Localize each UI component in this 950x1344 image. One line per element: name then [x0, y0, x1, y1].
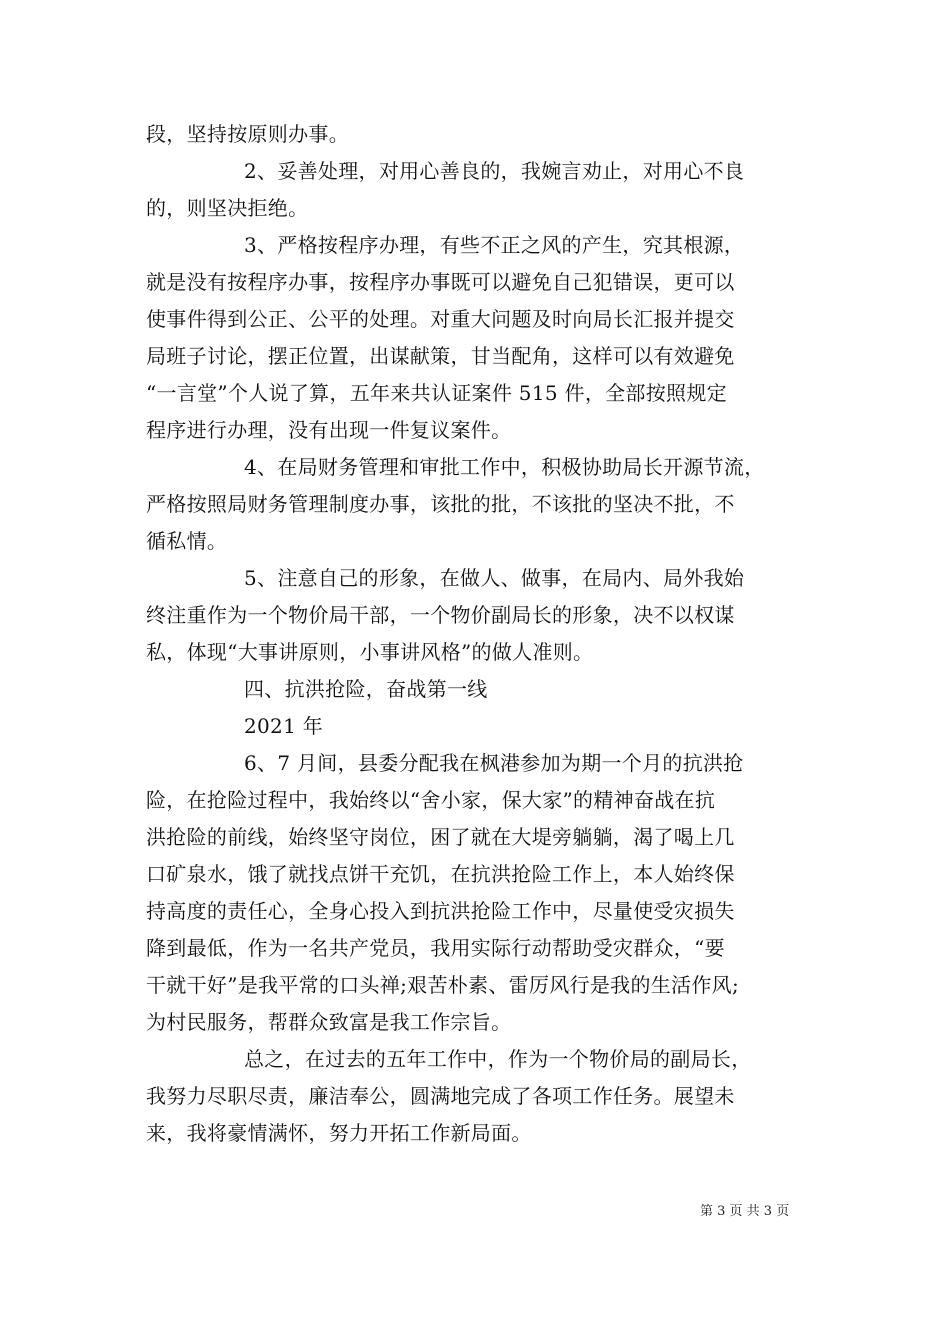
text-line: 2021 年	[244, 714, 324, 738]
text-line: 为村民服务，帮群众致富是我工作宗旨。	[146, 1010, 512, 1034]
text-line: 来，我将豪情满怀，努力开拓工作新局面。	[146, 1121, 532, 1145]
text-line: 的，则坚决拒绝。	[146, 196, 309, 220]
text-line: 口矿泉水，饿了就找点饼干充饥，在抗洪抢险工作上，本人始终保	[146, 862, 735, 886]
text-line: 我努力尽职尽责，廉洁奉公，圆满地完成了各项工作任务。展望未	[146, 1084, 735, 1108]
text-line: 终注重作为一个物价局干部，一个物价副局长的形象，决不以权谋	[146, 603, 735, 627]
text-line: 6、7 月间，县委分配我在枫港参加为期一个月的抗洪抢	[244, 751, 744, 775]
text-line: 2、妥善处理，对用心善良的，我婉言劝止，对用心不良	[244, 159, 745, 183]
page-number-footer: 第 3 页 共 3 页	[700, 1204, 790, 1219]
text-line: 4、在局财务管理和审批工作中，积极协助局长开源节流，	[244, 455, 765, 479]
text-line: 段，坚持按原则办事。	[146, 122, 349, 146]
text-line: 持高度的责任心，全身心投入到抗洪抢险工作中，尽量使受灾损失	[146, 899, 735, 923]
text-line: 3、严格按程序办理，有些不正之风的产生，究其根源，	[244, 233, 745, 257]
text-line: 总之，在过去的五年工作中，作为一个物价局的副局长，	[244, 1047, 752, 1071]
text-line: 使事件得到公正、公平的处理。对重大问题及时向局长汇报并提交	[146, 307, 735, 331]
text-line: 5、注意自己的形象，在做人、做事，在局内、局外我始	[244, 566, 745, 590]
text-line: 干就干好”是我平常的口头禅;艰苦朴素、雷厉风行是我的生活作风;	[146, 973, 740, 997]
text-line: 局班子讨论，摆正位置，出谋献策，甘当配角，这样可以有效避免	[146, 344, 735, 368]
text-line: “一言堂”个人说了算，五年来共认证案件 515 件，全部按照规定	[146, 381, 727, 405]
text-line: 循私情。	[146, 529, 228, 553]
document-body	[146, 116, 808, 1152]
text-line: 险，在抢险过程中，我始终以“舍小家，保大家”的精神奋战在抗	[146, 788, 716, 812]
text-line: 降到最低，作为一名共产党员，我用实际行动帮助受灾群众，“要	[146, 936, 725, 960]
text-line: 就是没有按程序办事，按程序办事既可以避免自己犯错误，更可以	[146, 270, 735, 294]
text-line: 四、抗洪抢险，奋战第一线	[244, 677, 488, 701]
text-line: 洪抢险的前线，始终坚守岗位，困了就在大堤旁躺躺，渴了喝上几	[146, 825, 735, 849]
text-line: 私，体现“大事讲原则，小事讲风格”的做人准则。	[146, 640, 594, 664]
text-line: 程序进行办理，没有出现一件复议案件。	[146, 418, 512, 442]
text-line: 严格按照局财务管理制度办事，该批的批，不该批的坚决不批，不	[146, 492, 735, 516]
